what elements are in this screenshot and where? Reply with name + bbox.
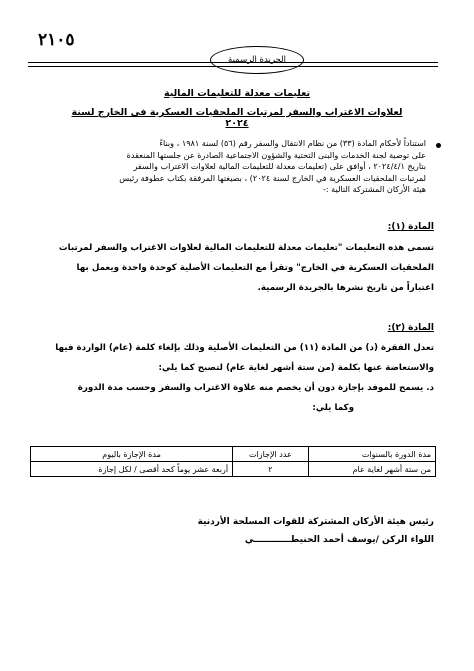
intro-paragraph [40,138,426,196]
table-cell: من ستة أشهر لغاية عام [308,462,435,477]
table-cell: أربعة عشر يوماً كحد أقصى / لكل إجازة [31,462,233,477]
bullet-icon [436,143,441,148]
article-1-line: اعتباراً من تاريخ نشرها بالجريدة الرسمية. [257,283,434,293]
intro-line: بتاريخ ٢٠٢٤/٤/١ ، أوافق على (تعليمات معدلة للتعليمات المالية لعلاوات الاغتراب والسفر [133,161,426,172]
intro-line: على توصية لجنة الخدمات والبنى التحتية والشؤون الاجتماعية الصادرة عن جلستها المنعقدة [126,149,426,160]
intro-line: لمرتبات الملحقيات العسكرية في الخارج لسنة ٢٠٢٤) ، بصيغتها المرفقة بكتاب عطوفة رئيس [119,172,426,183]
article-1-heading: المادة (١): [387,222,434,232]
article-2-line: والاستعاضة عنها بكلمة (من ستة أشهر لغاية عام) لتصبح كما يلي: [158,363,434,373]
article-1-line: الملحقيات العسكرية في الخارج" وتقرأ مع التعليمات الأصلية كوحدة واحدة ويعمل بها [76,263,434,273]
table-header-row [31,447,436,462]
table-header-cell: مدة الإجازة باليوم [31,447,233,462]
article-1-body [40,238,434,298]
intro-line: هيئة الأركان المشتركة التالية :- [322,184,426,195]
table-row [31,462,436,477]
header-rule-bottom [28,66,438,67]
article-2-body [40,338,434,418]
header-rule-top [28,62,438,63]
document-subtitle: لعلاوات الاغتراب والسفر لمرتبات الملحقيات العسكرية في الخارج لسنة ٢٠٢٤ [71,107,403,129]
intro-line: استناداً لأحكام المادة (٣٣) من نظام الانتقال والسفر رقم (٥٦) لسنة ١٩٨١ ، وبناءً [159,138,426,148]
table-cell: ٢ [233,462,309,477]
signatory-name: اللواء الركن /يوسف أحمد الحنيطــــــــــــي [244,535,434,545]
article-2-line: تعدل الفقرة (د) من المادة (١١) من التعليمات الأصلية وذلك بإلغاء كلمة (عام) الواردة فيها [55,343,434,353]
signatory-title: رئيس هيئة الأركان المشتركة للقوات المسلحة الأردنية [197,517,434,527]
article-2-line: وكما يلي: [312,403,354,413]
table-header-cell: عدد الإجازات [233,447,309,462]
document-title: تعليمات معدلة للتعليمات المالية [163,88,311,99]
gazette-badge: الجريدة الرسمية [210,46,304,74]
leave-duration-table [30,446,436,477]
article-1-line: تسمى هذه التعليمات "تعليمات معدلة للتعليمات المالية لعلاوات الاغتراب والسفر لمرتبات [58,243,434,253]
article-2-heading: المادة (٢): [387,323,434,333]
article-2-line: د. يسمح للموفد بإجازة دون أن يخصم منه علاوة الاغتراب والسفر وحسب مدة الدورة [77,383,434,393]
page-number: ٢١٠٥ [38,30,75,50]
table-header-cell: مدة الدورة بالسنوات [308,447,435,462]
